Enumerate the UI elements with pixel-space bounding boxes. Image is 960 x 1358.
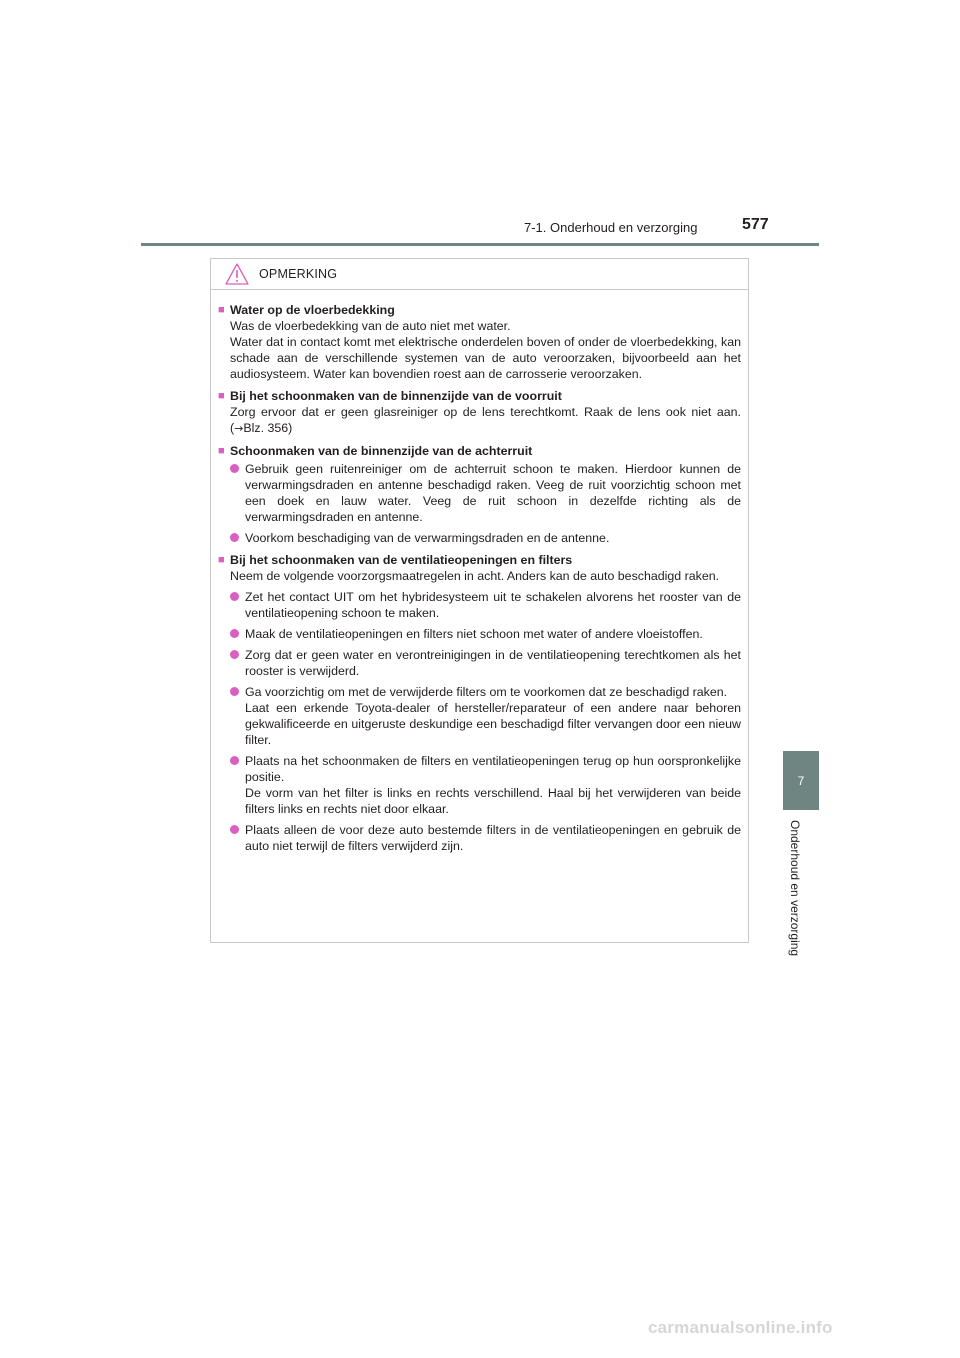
header-rule	[141, 243, 819, 246]
notice-box	[210, 258, 749, 943]
page-number: 577	[742, 216, 769, 233]
chapter-tab-number: 7	[797, 773, 805, 788]
list-item	[218, 647, 741, 679]
chapter-tab	[783, 751, 819, 810]
notice-header	[211, 259, 748, 290]
bullet-text: Voorkom beschadiging van de verwarmingsdraden en de antenne.	[245, 531, 610, 545]
square-bullet-icon: ■	[218, 445, 225, 457]
bullet-text: Plaats alleen de voor deze auto bestemde filters in de ventilatieopeningen en gebruik de auto niet terwijl de filters verwijderd zijn.	[245, 823, 741, 853]
list-item	[218, 530, 741, 546]
bullet-text: De vorm van het filter is links en rechts verschillend. Haal bij het verwijderen van beide filters links en rechts niet door elkaar.	[245, 786, 741, 816]
notice-title: OPMERKING	[259, 267, 338, 281]
bullet-dot-icon	[230, 464, 239, 473]
square-bullet-icon: ■	[218, 304, 225, 316]
square-bullet-icon: ■	[218, 554, 225, 566]
bullet-text: Laat een erkende Toyota-dealer of hersteller/reparateur of een andere naar behoren gekwalificeerde en uitgeruste deskundige een beschadigd filter vervangen door een nieuw filter.	[245, 701, 741, 747]
list-item	[218, 753, 741, 817]
bullet-dot-icon	[230, 825, 239, 834]
section-rear-window	[218, 443, 741, 546]
arrow-right-icon: →	[234, 422, 244, 435]
bullet-text: Gebruik geen ruitenreiniger om de achterruit schoon te maken. Hierdoor kunnen de verwarmingsdraden en antenne beschadigd raken. Veeg de ruit voorzichtig schoon met een doek en lauw water. Veeg de ruit schoon in dezelfde richting als de verwarmingsdraden en antenne.	[245, 462, 741, 524]
warning-triangle-icon	[225, 263, 249, 285]
bullet-dot-icon	[230, 650, 239, 659]
list-item	[218, 684, 741, 748]
bullet-dot-icon	[230, 533, 239, 542]
section-paragraph: Zorg ervoor dat er geen glasreiniger op de lens terechtkomt. Raak de lens ook niet aan. (	[230, 405, 741, 435]
list-item	[218, 461, 741, 525]
section-heading: Bij het schoonmaken van de ventilatieopeningen en filters	[230, 553, 573, 567]
section-heading: Water op de vloerbedekking	[230, 303, 395, 317]
section-heading: Bij het schoonmaken van de binnenzijde van de voorruit	[230, 389, 562, 403]
section-floor-covering	[218, 302, 741, 382]
bullet-dot-icon	[230, 756, 239, 765]
section-paragraph: Water dat in contact komt met elektrische onderdelen boven of onder de vloerbedekking, kan schade aan de verschillende systemen van de auto veroorzaken, bijvoorbeeld aan het audiosysteem. Water kan bovendien roest aan de carrosserie veroorzaken.	[230, 335, 741, 381]
bullet-text: Ga voorzichtig om met de verwijderde filters om te voorkomen dat ze beschadigd raken.	[245, 685, 728, 699]
bullet-dot-icon	[230, 592, 239, 601]
chapter-side-label: Onderhoud en verzorging	[788, 820, 802, 957]
notice-body	[211, 290, 748, 854]
page-reference: Blz. 356)	[243, 421, 293, 435]
list-item	[218, 822, 741, 854]
bullet-dot-icon	[230, 629, 239, 638]
chapter-header: 7-1. Onderhoud en verzorging	[524, 220, 698, 235]
bullet-dot-icon	[230, 687, 239, 696]
section-vents-filters	[218, 552, 741, 854]
list-item	[218, 589, 741, 621]
section-paragraph: Was de vloerbedekking van de auto niet met water.	[230, 319, 511, 333]
bullet-text: Plaats na het schoonmaken de filters en ventilatieopeningen terug op hun oorspronkelijke positie.	[245, 754, 741, 784]
section-heading: Schoonmaken van de binnenzijde van de achterruit	[230, 444, 533, 458]
watermark: carmanualsonline.info	[648, 1318, 833, 1337]
section-windshield	[218, 388, 741, 437]
bullet-text: Zorg dat er geen water en verontreinigingen in de ventilatieopening terechtkomen als het rooster is verwijderd.	[245, 648, 741, 678]
section-paragraph: Neem de volgende voorzorgsmaatregelen in acht. Anders kan de auto beschadigd raken.	[230, 569, 720, 583]
bullet-text: Zet het contact UIT om het hybridesysteem uit te schakelen alvorens het rooster van de ventilatieopening schoon te maken.	[245, 590, 741, 620]
square-bullet-icon: ■	[218, 390, 225, 402]
bullet-text: Maak de ventilatieopeningen en filters niet schoon met water of andere vloeistoffen.	[245, 627, 703, 641]
list-item	[218, 626, 741, 642]
